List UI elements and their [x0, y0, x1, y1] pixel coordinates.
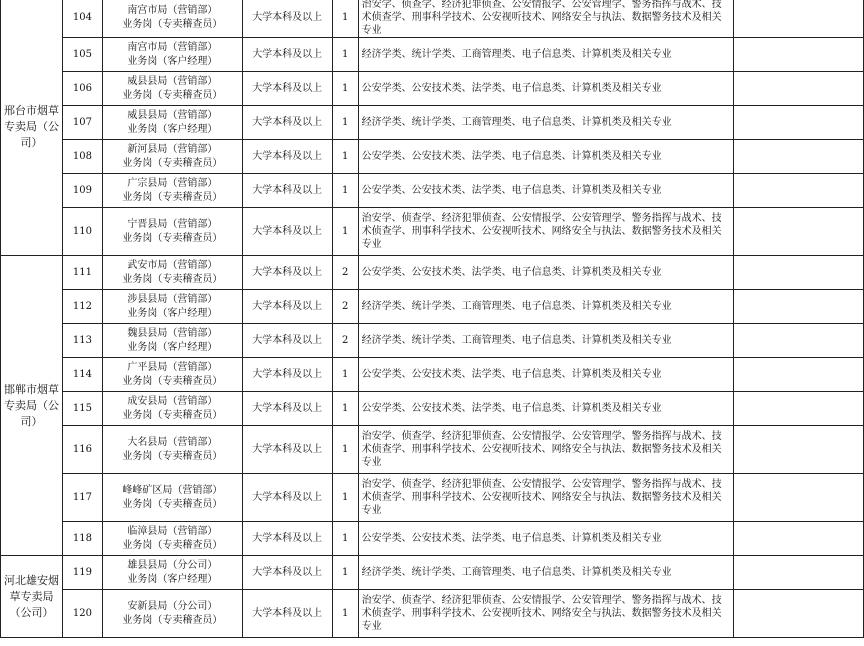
- table-row: [1, 208, 864, 256]
- position-number-cell: 119: [62, 556, 102, 590]
- education-cell: 大学本科及以上: [242, 324, 332, 358]
- education-cell: 大学本科及以上: [242, 590, 332, 638]
- position-number-cell: 112: [62, 290, 102, 324]
- notes-cell: [734, 392, 864, 426]
- notes-cell: [734, 358, 864, 392]
- position-name-cell: [102, 0, 242, 38]
- education-cell: 大学本科及以上: [242, 426, 332, 474]
- headcount-cell: 1: [332, 72, 358, 106]
- headcount-cell: 1: [332, 140, 358, 174]
- department-name: 威县县局（营销部）: [127, 109, 218, 121]
- major-requirement-cell: 治安学、侦查学、经济犯罪侦查、公安情报学、公安管理学、警务指挥与战术、技术侦查学、刑事科学技术、公安视听技术、网络安全与执法、数据警务技术及相关专业: [358, 590, 734, 638]
- position-number-cell: 109: [62, 174, 102, 208]
- major-requirement-cell: 经济学类、统计学类、工商管理类、电子信息类、计算机类及相关专业: [358, 106, 734, 140]
- department-name: 南宫市局（营销部）: [127, 4, 218, 16]
- position-name-cell: [102, 72, 242, 106]
- education-cell: 大学本科及以上: [242, 174, 332, 208]
- notes-cell: [734, 140, 864, 174]
- department-name: 广宗县局（营销部）: [127, 177, 218, 189]
- position-number-cell: 115: [62, 392, 102, 426]
- position-name-cell: [102, 590, 242, 638]
- notes-cell: [734, 324, 864, 358]
- position-number-cell: 117: [62, 474, 102, 522]
- major-requirement-cell: 治安学、侦查学、经济犯罪侦查、公安情报学、公安管理学、警务指挥与战术、技术侦查学、刑事科学技术、公安视听技术、网络安全与执法、数据警务技术及相关专业: [358, 426, 734, 474]
- role-name: 业务岗（专卖稽查员）: [122, 498, 223, 510]
- department-name: 南宫市局（营销部）: [127, 41, 218, 53]
- education-cell: 大学本科及以上: [242, 0, 332, 38]
- headcount-cell: 1: [332, 590, 358, 638]
- major-requirement-cell: 公安学类、公安技术类、法学类、电子信息类、计算机类及相关专业: [358, 72, 734, 106]
- role-name: 业务岗（专卖稽查员）: [122, 450, 223, 462]
- education-cell: 大学本科及以上: [242, 392, 332, 426]
- table-row: [1, 38, 864, 72]
- education-cell: 大学本科及以上: [242, 474, 332, 522]
- role-name: 业务岗（专卖稽查员）: [122, 191, 223, 203]
- role-name: 业务岗（专卖稽查员）: [122, 614, 223, 626]
- role-name: 业务岗（专卖稽查员）: [122, 375, 223, 387]
- education-cell: 大学本科及以上: [242, 208, 332, 256]
- notes-cell: [734, 38, 864, 72]
- role-name: 业务岗（专卖稽查员）: [122, 273, 223, 285]
- position-name-cell: [102, 392, 242, 426]
- position-number-cell: 104: [62, 0, 102, 38]
- unit-cell: 邯郸市烟草专卖局（公司）: [1, 256, 63, 556]
- department-name: 峰峰矿区局（营销部）: [122, 484, 223, 496]
- position-number-cell: 116: [62, 426, 102, 474]
- major-requirement-cell: 治安学、侦查学、经济犯罪侦查、公安情报学、公安管理学、警务指挥与战术、技术侦查学、刑事科学技术、公安视听技术、网络安全与执法、数据警务技术及相关专业: [358, 208, 734, 256]
- position-number-cell: 114: [62, 358, 102, 392]
- position-number-cell: 120: [62, 590, 102, 638]
- position-name-cell: [102, 256, 242, 290]
- headcount-cell: 1: [332, 38, 358, 72]
- position-name-cell: [102, 106, 242, 140]
- position-name-cell: [102, 358, 242, 392]
- major-requirement-cell: 经济学类、统计学类、工商管理类、电子信息类、计算机类及相关专业: [358, 556, 734, 590]
- headcount-cell: 1: [332, 0, 358, 38]
- headcount-cell: 1: [332, 426, 358, 474]
- role-name: 业务岗（客户经理）: [127, 307, 218, 319]
- notes-cell: [734, 556, 864, 590]
- major-requirement-cell: 治安学、侦查学、经济犯罪侦查、公安情报学、公安管理学、警务指挥与战术、技术侦查学、刑事科学技术、公安视听技术、网络安全与执法、数据警务技术及相关专业: [358, 0, 734, 38]
- position-name-cell: [102, 38, 242, 72]
- education-cell: 大学本科及以上: [242, 256, 332, 290]
- major-requirement-cell: 公安学类、公安技术类、法学类、电子信息类、计算机类及相关专业: [358, 174, 734, 208]
- major-requirement-cell: 经济学类、统计学类、工商管理类、电子信息类、计算机类及相关专业: [358, 38, 734, 72]
- headcount-cell: 1: [332, 208, 358, 256]
- table-body: [1, 0, 864, 638]
- department-name: 威县县局（营销部）: [127, 75, 218, 87]
- notes-cell: [734, 522, 864, 556]
- table-row: [1, 72, 864, 106]
- role-name: 业务岗（客户经理）: [127, 341, 218, 353]
- headcount-cell: 1: [332, 358, 358, 392]
- table-row: [1, 106, 864, 140]
- major-requirement-cell: 公安学类、公安技术类、法学类、电子信息类、计算机类及相关专业: [358, 140, 734, 174]
- education-cell: 大学本科及以上: [242, 140, 332, 174]
- position-name-cell: [102, 140, 242, 174]
- headcount-cell: 2: [332, 256, 358, 290]
- position-name-cell: [102, 474, 242, 522]
- education-cell: 大学本科及以上: [242, 38, 332, 72]
- position-number-cell: 110: [62, 208, 102, 256]
- headcount-cell: 1: [332, 392, 358, 426]
- table-row: [1, 522, 864, 556]
- notes-cell: [734, 72, 864, 106]
- position-number-cell: 108: [62, 140, 102, 174]
- notes-cell: [734, 256, 864, 290]
- department-name: 成安县局（营销部）: [127, 395, 218, 407]
- notes-cell: [734, 290, 864, 324]
- position-number-cell: 113: [62, 324, 102, 358]
- position-name-cell: [102, 290, 242, 324]
- role-name: 业务岗（专卖稽查员）: [122, 18, 223, 30]
- notes-cell: [734, 174, 864, 208]
- major-requirement-cell: 治安学、侦查学、经济犯罪侦查、公安情报学、公安管理学、警务指挥与战术、技术侦查学、刑事科学技术、公安视听技术、网络安全与执法、数据警务技术及相关专业: [358, 474, 734, 522]
- position-number-cell: 107: [62, 106, 102, 140]
- table-row: [1, 556, 864, 590]
- notes-cell: [734, 208, 864, 256]
- role-name: 业务岗（客户经理）: [127, 123, 218, 135]
- table-row: [1, 426, 864, 474]
- notes-cell: [734, 426, 864, 474]
- headcount-cell: 1: [332, 106, 358, 140]
- role-name: 业务岗（专卖稽查员）: [122, 232, 223, 244]
- table-row: [1, 392, 864, 426]
- position-name-cell: [102, 556, 242, 590]
- major-requirement-cell: 公安学类、公安技术类、法学类、电子信息类、计算机类及相关专业: [358, 358, 734, 392]
- education-cell: 大学本科及以上: [242, 522, 332, 556]
- position-number-cell: 111: [62, 256, 102, 290]
- major-requirement-cell: 经济学类、统计学类、工商管理类、电子信息类、计算机类及相关专业: [358, 324, 734, 358]
- table-row: [1, 324, 864, 358]
- department-name: 魏县县局（营销部）: [127, 327, 218, 339]
- role-name: 业务岗（客户经理）: [127, 573, 218, 585]
- major-requirement-cell: 公安学类、公安技术类、法学类、电子信息类、计算机类及相关专业: [358, 392, 734, 426]
- department-name: 新河县局（营销部）: [127, 143, 218, 155]
- headcount-cell: 1: [332, 174, 358, 208]
- headcount-cell: 2: [332, 290, 358, 324]
- position-name-cell: [102, 522, 242, 556]
- major-requirement-cell: 经济学类、统计学类、工商管理类、电子信息类、计算机类及相关专业: [358, 290, 734, 324]
- role-name: 业务岗（专卖稽查员）: [122, 89, 223, 101]
- headcount-cell: 1: [332, 522, 358, 556]
- education-cell: 大学本科及以上: [242, 106, 332, 140]
- notes-cell: [734, 106, 864, 140]
- position-number-cell: 106: [62, 72, 102, 106]
- department-name: 大名县局（营销部）: [127, 436, 218, 448]
- department-name: 雄县县局（分公司）: [127, 559, 218, 571]
- table-row: [1, 140, 864, 174]
- headcount-cell: 2: [332, 324, 358, 358]
- education-cell: 大学本科及以上: [242, 358, 332, 392]
- role-name: 业务岗（客户经理）: [127, 55, 218, 67]
- position-name-cell: [102, 324, 242, 358]
- department-name: 临漳县局（营销部）: [127, 525, 218, 537]
- role-name: 业务岗（专卖稽查员）: [122, 157, 223, 169]
- department-name: 宁晋县局（营销部）: [127, 218, 218, 230]
- major-requirement-cell: 公安学类、公安技术类、法学类、电子信息类、计算机类及相关专业: [358, 256, 734, 290]
- education-cell: 大学本科及以上: [242, 556, 332, 590]
- position-name-cell: [102, 426, 242, 474]
- notes-cell: [734, 0, 864, 38]
- role-name: 业务岗（专卖稽查员）: [122, 539, 223, 551]
- position-name-cell: [102, 174, 242, 208]
- department-name: 武安市局（营销部）: [127, 259, 218, 271]
- table-row: [1, 474, 864, 522]
- notes-cell: [734, 474, 864, 522]
- major-requirement-cell: 公安学类、公安技术类、法学类、电子信息类、计算机类及相关专业: [358, 522, 734, 556]
- role-name: 业务岗（专卖稽查员）: [122, 409, 223, 421]
- table-row: [1, 590, 864, 638]
- table-row: [1, 0, 864, 38]
- education-cell: 大学本科及以上: [242, 290, 332, 324]
- position-number-cell: 105: [62, 38, 102, 72]
- table-row: [1, 358, 864, 392]
- department-name: 涉县县局（营销部）: [127, 293, 218, 305]
- education-cell: 大学本科及以上: [242, 72, 332, 106]
- unit-cell: 河北雄安烟草专卖局（公司）: [1, 556, 63, 638]
- table-row: [1, 290, 864, 324]
- notes-cell: [734, 590, 864, 638]
- position-number-cell: 118: [62, 522, 102, 556]
- unit-cell: 邢台市烟草专卖局（公司）: [1, 0, 63, 256]
- table-row: [1, 174, 864, 208]
- department-name: 广平县局（营销部）: [127, 361, 218, 373]
- headcount-cell: 1: [332, 556, 358, 590]
- table-row: [1, 256, 864, 290]
- position-name-cell: [102, 208, 242, 256]
- headcount-cell: 1: [332, 474, 358, 522]
- department-name: 安新县局（分公司）: [127, 600, 218, 612]
